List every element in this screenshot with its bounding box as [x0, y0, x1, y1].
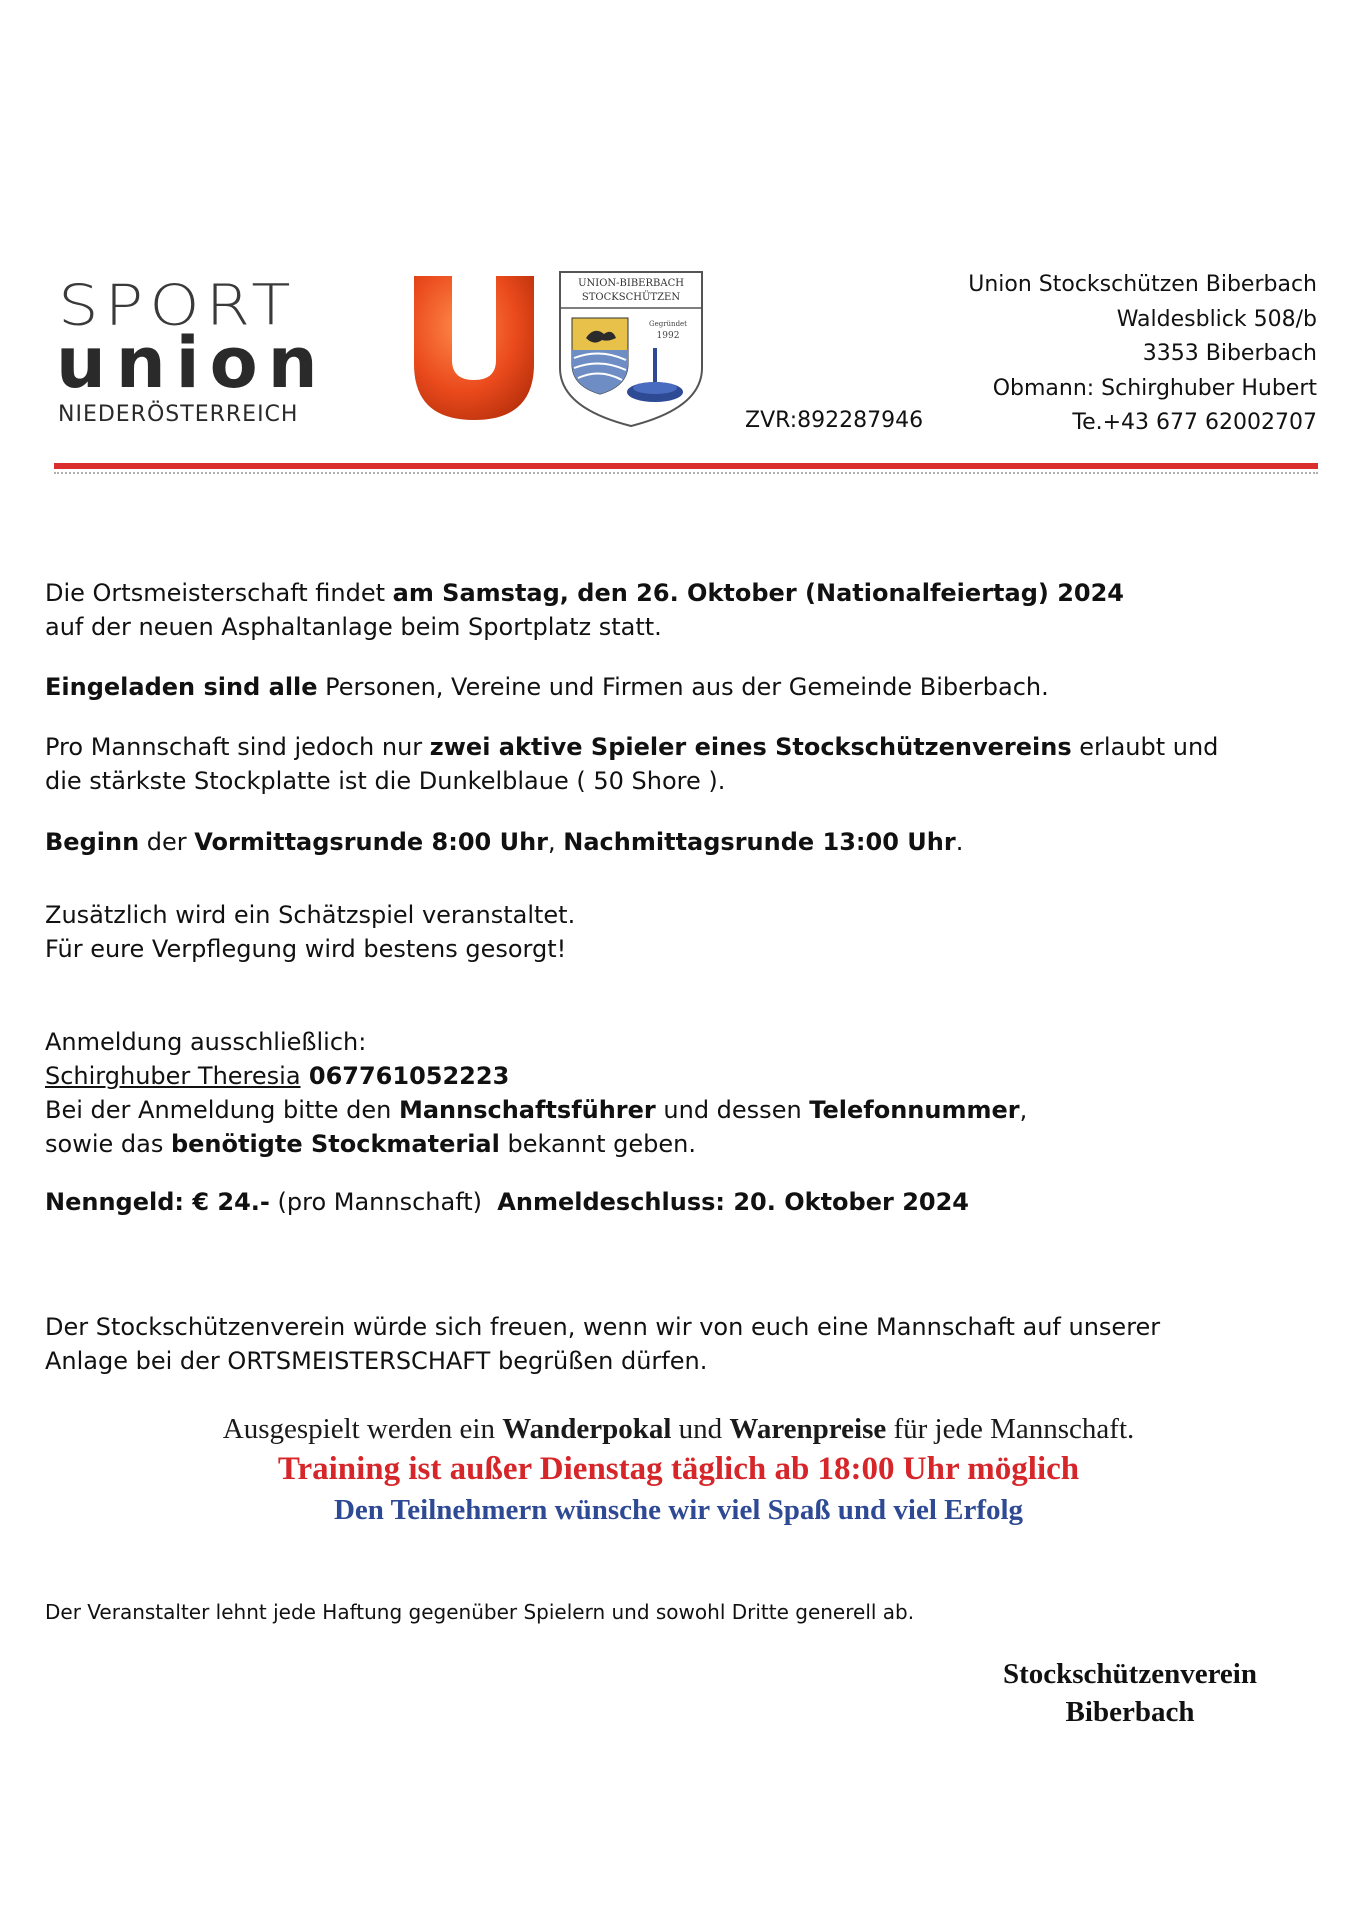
address-line: Te.+43 677 62002707: [1072, 410, 1317, 435]
registration-phone: 067761052223: [300, 1062, 510, 1090]
training-notice: Training ist außer Dienstag täglich ab 18:00 Uhr möglich: [277, 1451, 1080, 1487]
zvr-number: ZVR:892287946: [745, 408, 924, 433]
crest-line1: UNION-BIBERBACH: [578, 278, 684, 289]
paragraph-closing: Der Stockschützenverein würde sich freuen, wenn wir von euch eine Mannschaft auf unserer Anlage bei der ORTSMEISTERSCHAFT begrüßen dürfen.: [45, 1313, 1161, 1375]
crest-founded-year: 1992: [656, 331, 680, 341]
logo-union-text: union: [56, 322, 328, 404]
registration-contact-name: Schirghuber Theresia: [45, 1062, 301, 1090]
paragraph-invited: Eingeladen sind alle Personen, Vereine und Firmen aus der Gemeinde Biberbach.: [45, 673, 1049, 701]
paragraph-fee-deadline: Nenngeld: € 24.- (pro Mannschaft) Anmeldeschluss: 20. Oktober 2024: [45, 1188, 969, 1216]
club-address: [968, 268, 1317, 441]
paragraph-date: Die Ortsmeisterschaft findet am Samstag, den 26. Oktober (Nationalfeiertag) 2024 auf der neuen Asphaltanlage beim Sportplatz statt.: [45, 579, 1124, 641]
logo-region-text: NIEDERÖSTERREICH: [58, 402, 299, 427]
address-line: Waldesblick 508/b: [1116, 306, 1317, 332]
union-u-logo-icon: [404, 268, 544, 428]
crest-founded-label: Gegründet: [648, 320, 688, 328]
paragraph-start-times: Beginn der Vormittagsrunde 8:00 Uhr, Nachmittagsrunde 13:00 Uhr.: [45, 828, 964, 856]
paragraph-registration: Anmeldung ausschließlich: Schirghuber Theresia 067761052223 Bei der Anmeldung bitte den Mannschaftsführer und dessen Telefonnummer, sowie das benötigte Stockmaterial bekannt geben.: [45, 1028, 1028, 1158]
header-divider-dotted: [54, 472, 1318, 474]
address-line: Obmann: Schirghuber Hubert: [992, 375, 1317, 401]
crest-line2: STOCKSCHÜTZEN: [581, 292, 681, 303]
address-line: Union Stockschützen Biberbach: [968, 272, 1317, 297]
liability-disclaimer: Der Veranstalter lehnt jede Haftung gegenüber Spielern und sowohl Dritte generell ab.: [45, 1600, 915, 1624]
signature: Stockschützenverein Biberbach: [1002, 1658, 1257, 1728]
logo-sport-text: SPORT: [58, 273, 297, 339]
wish-line: Den Teilnehmern wünsche wir viel Spaß und viel Erfolg: [333, 1494, 1024, 1526]
paragraph-extras: Zusätzlich wird ein Schätzspiel veranstaltet. Für eure Verpflegung wird bestens gesorgt!: [45, 901, 576, 963]
address-line: 3353 Biberbach: [1142, 341, 1317, 366]
paragraph-rules: Pro Mannschaft sind jedoch nur zwei aktive Spieler eines Stockschützenvereins erlaubt und die stärkste Stockplatte ist die Dunkelblaue ( 50 Shore ).: [45, 733, 1219, 795]
header-divider-red: [54, 463, 1318, 469]
club-crest-icon: [556, 268, 706, 428]
prize-line: Ausgespielt werden ein Wanderpokal und Warenpreise für jede Mannschaft.: [222, 1413, 1135, 1445]
